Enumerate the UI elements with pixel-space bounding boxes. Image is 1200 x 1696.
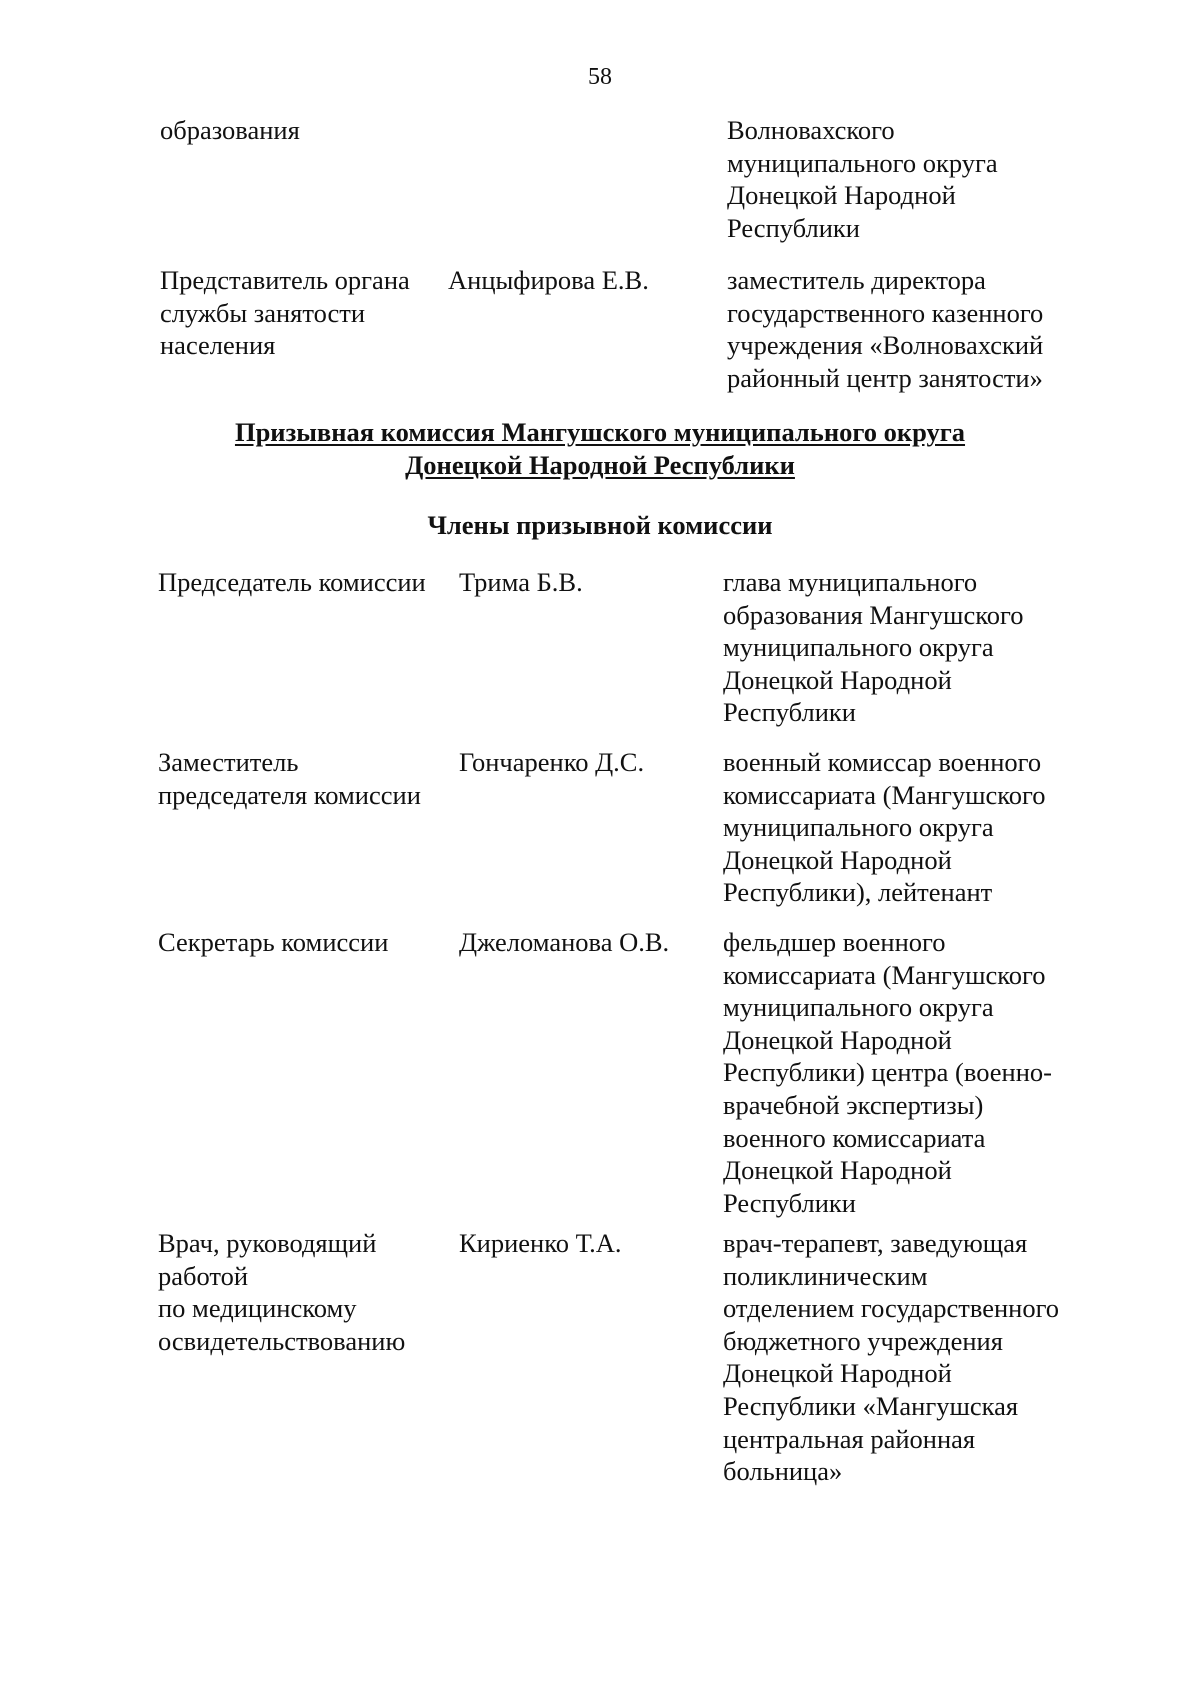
role-cell: Заместитель председателя комиссии — [158, 747, 421, 810]
role-cell: образования — [160, 115, 300, 145]
name-cell: Кириенко Т.А. — [459, 1228, 622, 1258]
position-cell: врач-терапевт, заведующая поликлиническим отделением государственного бюджетного учреждения Донецкой Народной Республики «Мангушская центральная районная больница» — [723, 1228, 1060, 1487]
role-cell: Врач, руководящий работой по медицинскому освидетельствованию — [158, 1228, 406, 1356]
name-cell: Джеломанова О.В. — [459, 927, 670, 957]
name-cell: Гончаренко Д.С. — [459, 747, 645, 777]
page-number: 58 — [588, 64, 612, 90]
section-title-line: Призывная комиссия Мангушского муниципального округа — [234, 417, 966, 447]
section-title-line: Донецкой Народной Республики — [405, 450, 795, 480]
name-cell: Трима Б.В. — [459, 567, 583, 597]
role-cell: Секретарь комиссии — [158, 927, 389, 957]
section-title — [0, 449, 1200, 482]
position-cell: военный комиссар военного комиссариата (Мангушского муниципального округа Донецкой Народной Республики), лейтенант — [723, 747, 1046, 908]
position-cell: Волновахского муниципального округа Донецкой Народной Республики — [727, 115, 998, 243]
section-title — [0, 416, 1200, 449]
position-cell: глава муниципального образования Мангушского муниципального округа Донецкой Народной Республики — [723, 567, 1024, 728]
role-cell: Председатель комиссии — [158, 567, 426, 597]
role-cell: Представитель органа службы занятости населения — [160, 265, 410, 361]
name-cell: Анцыфирова Е.В. — [448, 265, 649, 295]
position-cell: фельдшер военного комиссариата (Мангушского муниципального округа Донецкой Народной Республики) центра (военно- врачебной экспертизы) военного комиссариата Донецкой Народной Республики — [723, 927, 1052, 1218]
section-subtitle: Члены призывной комиссии — [427, 510, 773, 540]
position-cell: заместитель директора государственного казенного учреждения «Волновахский районный центр занятости» — [727, 265, 1044, 393]
